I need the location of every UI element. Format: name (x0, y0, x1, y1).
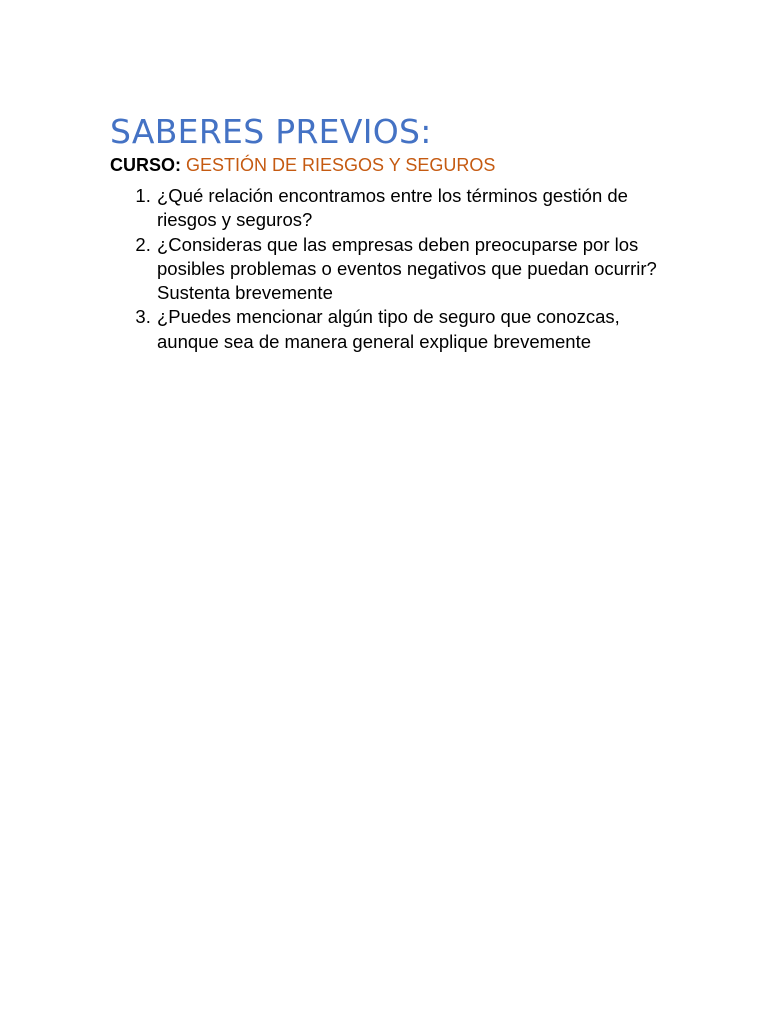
page-title: SABERES PREVIOS: (110, 112, 432, 151)
course-label: CURSO: (110, 155, 181, 175)
question-item-3: 3. ¿Puedes mencionar algún tipo de seguro que conozcas, aunque sea de manera general explique brevemente (156, 305, 670, 354)
document-content (110, 112, 670, 354)
question-list (110, 184, 670, 354)
course-name: GESTIÓN DE RIESGOS Y SEGUROS (186, 155, 496, 175)
question-item-2: 2. ¿Consideras que las empresas deben preocuparse por los posibles problemas o eventos negativos que puedan ocurrir? Sustenta brevemente (156, 233, 670, 306)
course-line (110, 152, 670, 178)
question-item-1: 1. ¿Qué relación encontramos entre los términos gestión de riesgos y seguros? (156, 184, 670, 233)
